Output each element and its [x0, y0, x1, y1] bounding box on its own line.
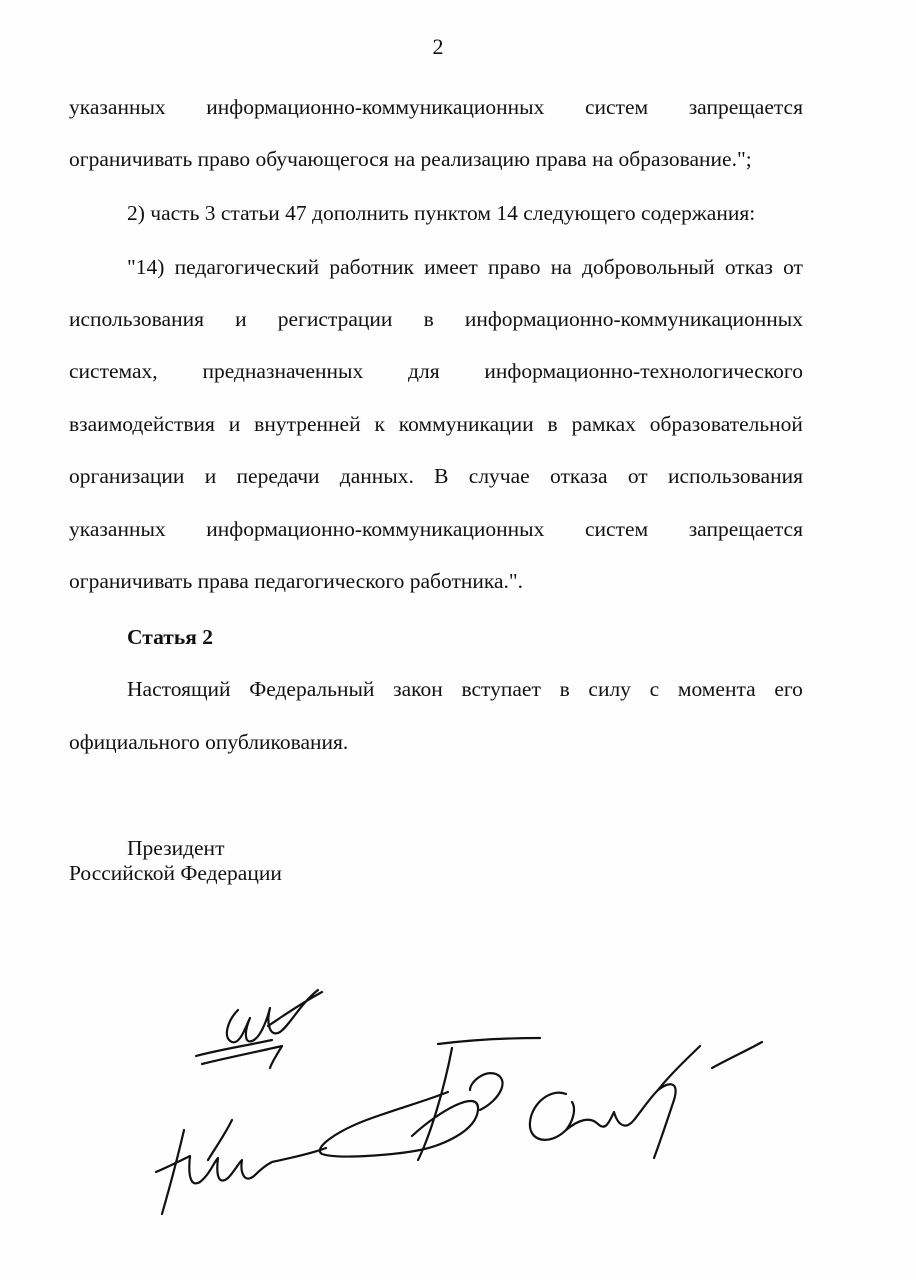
- word: указанных: [69, 95, 166, 119]
- word: регистрации: [277, 307, 393, 331]
- text-line: [69, 92, 803, 122]
- word: систем: [584, 517, 649, 541]
- word: случае: [468, 464, 530, 488]
- word: и: [235, 307, 247, 331]
- signature-4: [156, 1120, 326, 1214]
- word: работник: [329, 255, 414, 279]
- word: систем: [584, 95, 649, 119]
- word: и: [228, 412, 241, 436]
- word: запрещается: [688, 95, 803, 119]
- word: от: [627, 464, 648, 488]
- word: указанных: [69, 517, 166, 541]
- word: имеет: [424, 255, 478, 279]
- word: рамках: [571, 412, 636, 436]
- word: право: [487, 255, 541, 279]
- word: для: [408, 359, 440, 383]
- signature-3: [530, 1042, 762, 1158]
- text-line: [69, 356, 803, 386]
- word: использования: [667, 464, 803, 488]
- word: информационно-коммуникационных: [206, 95, 545, 119]
- word: добровольный: [582, 255, 715, 279]
- word: информационно-коммуникационных: [206, 517, 545, 541]
- word: информационно-коммуникационных: [464, 307, 803, 331]
- word: коммуникации: [398, 412, 534, 436]
- word: использования: [69, 307, 204, 331]
- text-line: [69, 461, 803, 491]
- word: данных.: [339, 464, 414, 488]
- word: передачи: [236, 464, 320, 488]
- word: к: [374, 412, 385, 436]
- word: закон: [393, 677, 443, 701]
- signature-2: [320, 1038, 540, 1160]
- word: системах,: [69, 359, 158, 383]
- text-line: [127, 674, 803, 704]
- text-line: 2) часть 3 статьи 47 дополнить пунктом 14 следующего содержания:: [127, 201, 756, 225]
- word: вступает: [461, 677, 541, 701]
- word: на: [550, 255, 572, 279]
- word: в: [559, 677, 570, 701]
- word: педагогический: [174, 255, 320, 279]
- text-line: [127, 252, 803, 282]
- signature-1: [196, 990, 322, 1068]
- word: "14): [127, 255, 165, 279]
- word: предназначенных: [202, 359, 364, 383]
- signoff-country: Российской Федерации: [69, 861, 282, 885]
- word: момента: [677, 677, 756, 701]
- word: с: [649, 677, 660, 701]
- word: Федеральный: [249, 677, 375, 701]
- word: силу: [588, 677, 631, 701]
- word: и: [204, 464, 217, 488]
- text-line: [69, 409, 803, 439]
- word: в: [423, 307, 434, 331]
- text-line: официального опубликования.: [69, 730, 349, 754]
- signoff-title: Президент: [127, 836, 225, 860]
- word: информационно-технологического: [484, 359, 803, 383]
- word: запрещается: [688, 517, 803, 541]
- text-line: [69, 514, 803, 544]
- text-line: ограничивать право обучающегося на реализацию права на образование.";: [69, 147, 752, 171]
- word: внутренней: [254, 412, 361, 436]
- word: Настоящий: [127, 677, 231, 701]
- text-line: ограничивать права педагогического работника.".: [69, 569, 524, 593]
- page-number: 2: [432, 34, 444, 59]
- text-line: [69, 304, 803, 334]
- word: отказ: [724, 255, 773, 279]
- word: организации: [69, 464, 185, 488]
- signatures: [0, 960, 916, 1260]
- word: взаимодействия: [69, 412, 215, 436]
- word: от: [783, 255, 803, 279]
- word: В: [434, 464, 449, 488]
- word: в: [547, 412, 558, 436]
- article-heading: Статья 2: [127, 625, 213, 649]
- word: его: [774, 677, 803, 701]
- word: отказа: [549, 464, 608, 488]
- word: образовательной: [649, 412, 803, 436]
